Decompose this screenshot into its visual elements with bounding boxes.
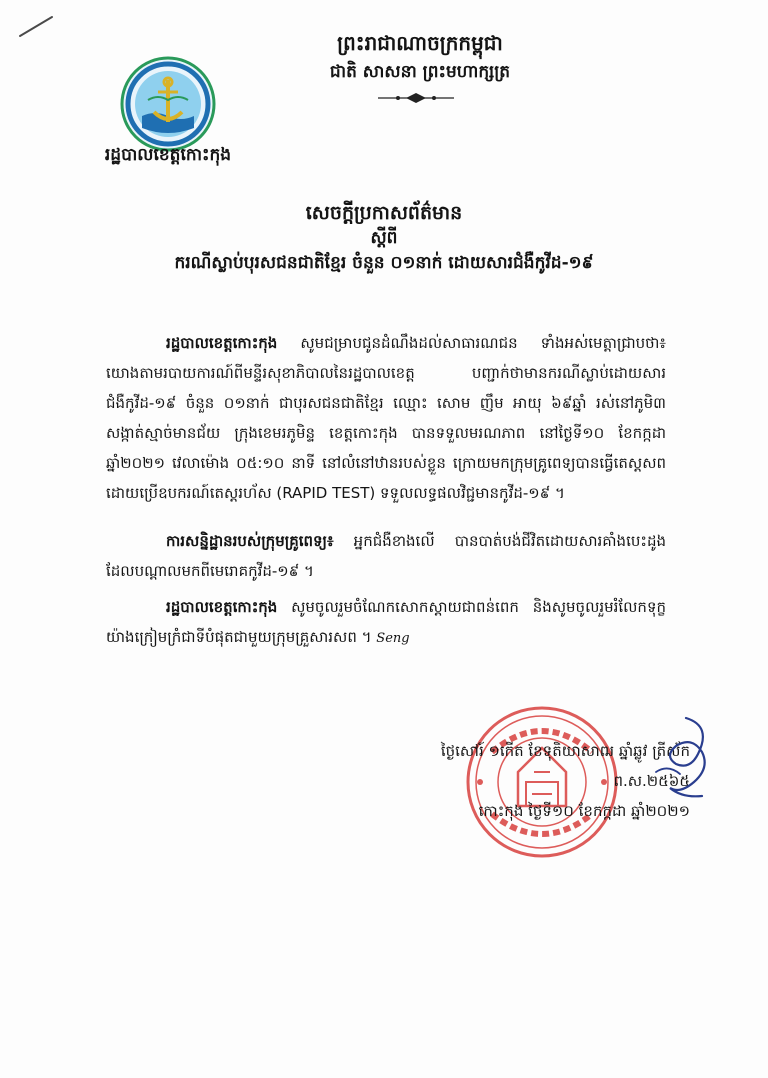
paragraph-condolence [106, 592, 666, 654]
paragraph-3-lead: រដ្ឋបាលខេត្តកោះកុង [166, 598, 278, 616]
administration-name: រដ្ឋបាលខេត្តកោះកុង [104, 145, 232, 165]
title-line-2: ស្តីពី [370, 228, 398, 248]
paragraph-conclusion [106, 526, 666, 586]
announcement-body [106, 328, 666, 672]
national-motto: ជាតិ សាសនា ព្រះមហាក្សត្រ [329, 62, 511, 82]
ornament-divider-icon [376, 92, 456, 104]
handwritten-initials: Seng [376, 631, 410, 646]
paragraph-2-text: អ្នកជំងឺខាងលើ បានបាត់បង់ជីវិតដោយសារគាំងបេះដូង ដែលបណ្តាលមកពីមេរោគកូវីដ-១៩ ។ [106, 532, 666, 580]
kingdom-name: ព្រះរាជាណាចក្រកម្ពុជា [337, 31, 503, 55]
provincial-emblem-icon [120, 56, 216, 152]
title-line-3: ករណីស្លាប់បុរសជនជាតិខ្មែរ ចំនួន ០១នាក់ ដោយសារជំងឺកូវីដ-១៩ [174, 253, 594, 273]
paragraph-announcement [106, 328, 666, 508]
document-title [120, 200, 648, 276]
pen-mark-icon [18, 14, 54, 38]
date-block [360, 736, 690, 826]
kingdom-heading [300, 30, 540, 84]
paragraph-1-lead: រដ្ឋបាលខេត្តកោះកុង [166, 334, 278, 352]
solar-date: កោះកុង ថ្ងៃទី១០ ខែកក្កដា ឆ្នាំ២០២១ [478, 802, 690, 820]
paragraph-1-text: សូមជម្រាបជូនដំណឹងដល់សាធារណជន ទាំងអស់មេត្តាជ្រាបថា៖ យោងតាមរបាយការណ៍ពីមន្ទីរសុខាភិបាលនៃរដ្ឋបាលខេត្ត បញ្ជាក់ថាមានករណីស្លាប់ដោយសារជំងឺកូវីដ-១៩ ចំនួន ០១នាក់ ជាបុរសជនជាតិខ្មែរ ឈ្មោះ សោម ញឹម អាយុ ៦៩ឆ្នាំ រស់នៅភូមិ៣ សង្កាត់ស្មាច់មានជ័យ ក្រុងខេមរភូមិន្ទ ខេត្តកោះកុង បានទទួលមរណភាព នៅថ្ងៃទី១០ ខែកក្កដា ឆ្នាំ២០២១ វេលាម៉ោង ០៥:១០ នាទី នៅលំនៅឋានរបស់ខ្លួន ក្រោយមកក្រុមគ្រូពេទ្យបានធ្វើតេស្តសព ដោយប្រើឧបករណ៍តេស្តរហ័ស (RAPID TEST) ទទួលលទ្ធផលវិជ្ជមានកូវីដ-១៩ ។ [106, 334, 666, 502]
paragraph-3-text: សូមចូលរួមចំណែកសោកស្តាយជាពន់ពេក និងសូមចូលរួមរំលែកទុក្ខយ៉ាងក្រៀមក្រំជាទីបំផុតជាមួយក្រុមគ្រួសារសព ។ [106, 598, 666, 646]
lunar-date: ថ្ងៃសៅរ៍ ១កើត ខែទុតិយាសាឍ ឆ្នាំឆ្លូវ ត្រីស័ក ព.ស.២៥៦៥ [440, 742, 690, 790]
signature-icon [646, 712, 716, 808]
paragraph-2-lead: ការសន្និដ្ឋានរបស់ក្រុមគ្រូពេទ្យ៖ [166, 532, 334, 550]
title-line-1: សេចក្តីប្រកាសព័ត៌មាន [305, 202, 463, 224]
